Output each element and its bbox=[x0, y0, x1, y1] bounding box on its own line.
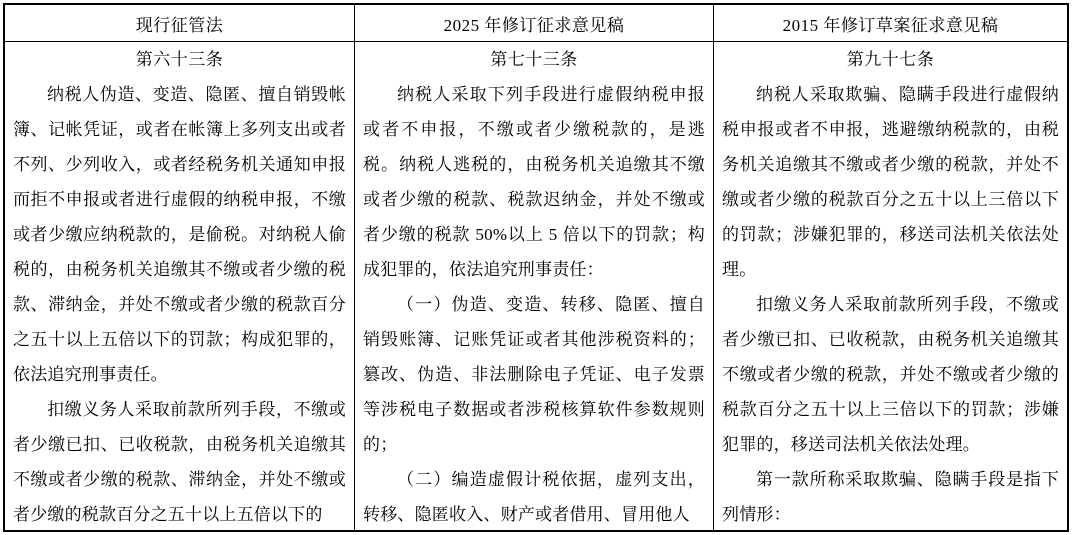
column-body-2025-draft bbox=[355, 42, 713, 530]
column-body-current-law bbox=[5, 42, 354, 530]
paragraph-list bbox=[363, 77, 705, 530]
paragraph: 纳税人采取欺骗、隐瞒手段进行虚假纳税申报或者不申报，逃避缴纳税款的，由税务机关追缴其不缴或者少缴的税款，并处不缴或者少缴的税款百分之五十以上三倍以下的罚款；涉嫌犯罪的，移送司法机关依法处理。 bbox=[722, 85, 1059, 279]
paragraph: 扣缴义务人采取前款所列手段，不缴或者少缴已扣、已收税款，由税务机关追缴其不缴或者少缴的税款、滞纳金，并处不缴或者少缴的税款百分之五十以上五倍以下的 bbox=[13, 400, 346, 524]
paragraph-list bbox=[722, 77, 1059, 530]
column-body-2015-draft bbox=[714, 42, 1067, 530]
paragraph: 扣缴义务人采取前款所列手段，不缴或者少缴已扣、已收税款，由税务机关追缴其不缴或者少缴的税款，并处不缴或者少缴的税款百分之五十以上三倍以下的罚款；涉嫌犯罪的，移送司法机关依法处理。 bbox=[722, 295, 1059, 454]
paragraph: 第一款所称采取欺骗、隐瞒手段是指下列情形： bbox=[722, 470, 1059, 524]
article-number: 第九十七条 bbox=[846, 50, 935, 69]
paragraph: 纳税人采取下列手段进行虚假纳税申报或者不申报，不缴或者少缴税款的，是逃税。纳税人逃税的，由税务机关追缴其不缴或者少缴的税款、税款迟纳金，并处不缴或者少缴的税款 50%以上 5 倍以下的罚款；构成犯罪的，依法追究刑事责任： bbox=[363, 85, 705, 279]
column-header-2015-draft: 2015 年修订草案征求意见稿 bbox=[714, 5, 1067, 42]
article-number: 第七十三条 bbox=[490, 50, 578, 69]
paragraph: （一）伪造、变造、转移、隐匿、擅自销毁账簿、记账凭证或者其他涉税资料的；篡改、伪造、非法删除电子凭证、电子发票等涉税电子数据或者涉税核算软件参数规则的； bbox=[363, 295, 705, 454]
column-header-current-law: 现行征管法 bbox=[5, 5, 354, 42]
law-comparison-table bbox=[3, 3, 1069, 532]
article-number: 第六十三条 bbox=[135, 50, 224, 69]
paragraph: （二）编造虚假计税依据，虚列支出，转移、隐匿收入、财产或者借用、冒用他人 bbox=[363, 470, 705, 524]
paragraph: 纳税人伪造、变造、隐匿、擅自销毁帐簿、记帐凭证，或者在帐簿上多列支出或者不列、少列收入，或者经税务机关通知申报而拒不申报或者进行虚假的纳税申报，不缴或者少缴应纳税款的，是偷税。对纳税人偷税的，由税务机关追缴其不缴或者少缴的税款、滞纳金，并处不缴或者少缴的税款百分之五十以上五倍以下的罚款；构成犯罪的，依法追究刑事责任。 bbox=[13, 85, 346, 384]
column-2025-draft bbox=[354, 5, 713, 530]
column-header-2025-draft: 2025 年修订征求意见稿 bbox=[355, 5, 713, 42]
column-current-law bbox=[5, 5, 354, 530]
paragraph-list bbox=[13, 77, 346, 530]
column-2015-draft bbox=[713, 5, 1067, 530]
